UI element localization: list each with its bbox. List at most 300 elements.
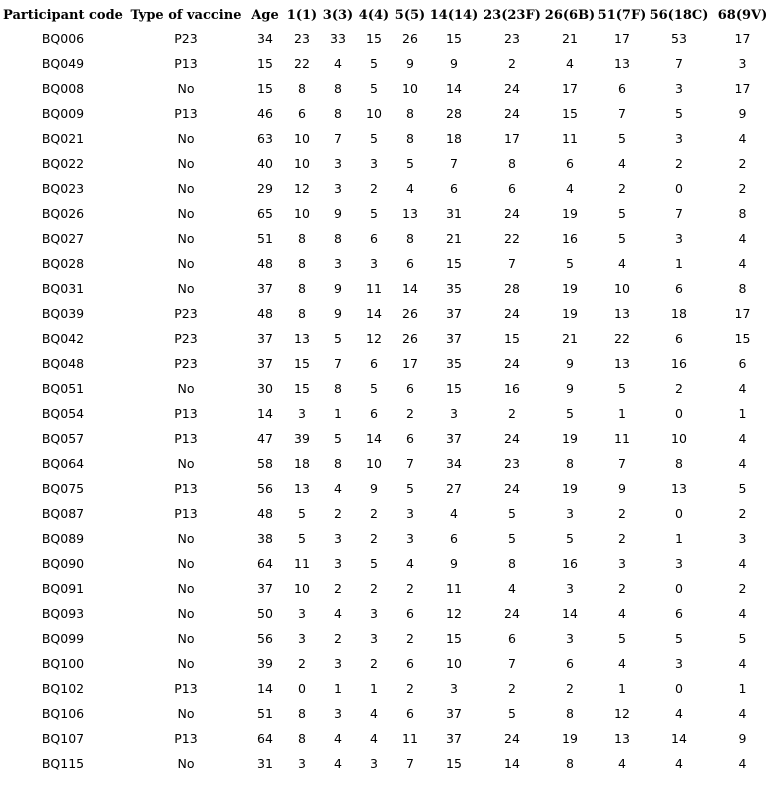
- table-cell: 35: [446, 356, 462, 371]
- table-cell: 9: [738, 106, 747, 121]
- table-cell: 2: [738, 181, 747, 196]
- table-cell: 17: [614, 31, 630, 46]
- table-cell: 21: [562, 31, 578, 46]
- table-cell: 5: [618, 231, 626, 246]
- table-cell: 12: [446, 606, 462, 621]
- vaccine-type-cell: No: [177, 756, 195, 771]
- column-header: Participant code: [3, 7, 123, 23]
- table-body: [0, 26, 775, 776]
- table-cell: 29: [257, 181, 273, 196]
- table-cell: 4: [566, 181, 574, 196]
- table-row: [0, 526, 775, 551]
- table-cell: 35: [446, 281, 462, 296]
- table-cell: 14: [366, 431, 382, 446]
- table-cell: 2: [370, 181, 378, 196]
- column-header: 23(23F): [483, 7, 541, 23]
- participant-code-cell: BQ028: [41, 256, 85, 271]
- participant-code-cell: BQ093: [41, 606, 85, 621]
- participant-code-cell: BQ023: [41, 181, 85, 196]
- table-cell: 24: [504, 731, 520, 746]
- table-row: [0, 551, 775, 576]
- vaccine-type-cell: No: [177, 631, 195, 646]
- table-cell: 6: [406, 706, 414, 721]
- table-cell: 22: [614, 331, 630, 346]
- table-cell: 6: [370, 231, 378, 246]
- table-cell: 5: [738, 631, 747, 646]
- table-cell: 8: [406, 231, 414, 246]
- table-cell: 5: [370, 556, 378, 571]
- table-cell: 4: [738, 656, 747, 671]
- table-cell: 13: [294, 331, 310, 346]
- vaccine-type-cell: No: [177, 581, 195, 596]
- table-cell: 4: [370, 706, 378, 721]
- table-cell: 8: [298, 256, 306, 271]
- vaccine-type-cell: No: [177, 706, 195, 721]
- table-row: [0, 401, 775, 426]
- participant-code-cell: BQ027: [41, 231, 85, 246]
- table-cell: 10: [294, 581, 310, 596]
- column-header: 14(14): [429, 7, 479, 23]
- table-cell: 31: [257, 756, 273, 771]
- table-cell: 3: [334, 531, 342, 546]
- table-cell: 7: [618, 106, 626, 121]
- table-cell: 5: [508, 506, 516, 521]
- table-cell: 15: [504, 331, 520, 346]
- vaccine-type-cell: P23: [174, 306, 198, 321]
- table-cell: 1: [738, 406, 747, 421]
- vaccine-type-cell: No: [177, 381, 195, 396]
- table-cell: 18: [671, 306, 687, 321]
- table-cell: 9: [450, 556, 458, 571]
- table-cell: 13: [614, 306, 630, 321]
- table-cell: 3: [298, 631, 306, 646]
- table-cell: 1: [675, 531, 683, 546]
- vaccine-type-cell: No: [177, 156, 195, 171]
- table-cell: 10: [294, 156, 310, 171]
- table-cell: 6: [406, 381, 414, 396]
- vaccine-type-cell: No: [177, 256, 195, 271]
- table-cell: 11: [294, 556, 310, 571]
- table-cell: 2: [406, 631, 414, 646]
- vaccine-type-cell: No: [177, 656, 195, 671]
- table-row: [0, 751, 775, 776]
- table-row: [0, 326, 775, 351]
- table-cell: 2: [370, 581, 378, 596]
- table-cell: 15: [257, 56, 273, 71]
- table-cell: 16: [504, 381, 520, 396]
- participant-code-cell: BQ048: [41, 356, 85, 371]
- column-header: Type of vaccine: [130, 7, 242, 23]
- table-row: [0, 351, 775, 376]
- table-cell: 4: [618, 656, 626, 671]
- participant-code-cell: BQ100: [41, 656, 85, 671]
- table-cell: 3: [450, 406, 458, 421]
- table-cell: 22: [504, 231, 520, 246]
- table-cell: 64: [257, 731, 273, 746]
- table-cell: 14: [366, 306, 382, 321]
- participant-code-cell: BQ039: [41, 306, 85, 321]
- participant-code-cell: BQ099: [41, 631, 85, 646]
- table-cell: 28: [446, 106, 462, 121]
- table-cell: 16: [562, 231, 578, 246]
- table-cell: 3: [738, 56, 747, 71]
- table-cell: 11: [562, 131, 578, 146]
- table-row: [0, 426, 775, 451]
- table-cell: 37: [257, 356, 273, 371]
- table-cell: 2: [675, 381, 683, 396]
- participant-code-cell: BQ008: [41, 81, 85, 96]
- table-cell: 7: [675, 56, 683, 71]
- table-cell: 7: [334, 356, 342, 371]
- vaccine-type-cell: No: [177, 131, 195, 146]
- table-cell: 17: [734, 31, 751, 46]
- table-cell: 3: [675, 656, 683, 671]
- table-cell: 19: [562, 206, 578, 221]
- table-cell: 37: [446, 331, 462, 346]
- table-cell: 15: [446, 631, 462, 646]
- table-cell: 5: [298, 531, 306, 546]
- table-cell: 53: [671, 31, 687, 46]
- table-cell: 5: [370, 206, 378, 221]
- table-cell: 4: [738, 131, 747, 146]
- column-header: 51(7F): [597, 7, 647, 23]
- table-cell: 24: [504, 356, 520, 371]
- table-cell: 2: [508, 56, 516, 71]
- table-cell: 19: [562, 731, 578, 746]
- table-cell: 17: [504, 131, 520, 146]
- table-cell: 5: [370, 56, 378, 71]
- table-cell: 5: [618, 131, 626, 146]
- participant-code-cell: BQ075: [41, 481, 85, 496]
- vaccine-type-cell: No: [177, 606, 195, 621]
- table-cell: 0: [675, 406, 683, 421]
- table-cell: 5: [618, 381, 626, 396]
- table-cell: 4: [334, 56, 342, 71]
- vaccine-type-cell: P13: [174, 406, 198, 421]
- table-cell: 37: [446, 706, 462, 721]
- table-cell: 6: [450, 181, 458, 196]
- table-cell: 5: [370, 381, 378, 396]
- table-cell: 8: [566, 756, 574, 771]
- table-cell: 5: [298, 506, 306, 521]
- table-cell: 6: [675, 331, 683, 346]
- table-cell: 6: [618, 81, 626, 96]
- table-cell: 12: [366, 331, 382, 346]
- participant-code-cell: BQ089: [41, 531, 85, 546]
- table-cell: 2: [738, 156, 747, 171]
- participant-code-cell: BQ021: [41, 131, 85, 146]
- table-cell: 51: [257, 231, 273, 246]
- table-cell: 2: [370, 506, 378, 521]
- table-cell: 24: [504, 431, 520, 446]
- table-cell: 34: [446, 456, 462, 471]
- table-cell: 50: [257, 606, 273, 621]
- participant-code-cell: BQ051: [41, 381, 85, 396]
- table-row: [0, 476, 775, 501]
- table-cell: 19: [562, 306, 578, 321]
- table-cell: 5: [508, 531, 516, 546]
- participant-code-cell: BQ087: [41, 506, 85, 521]
- table-cell: 19: [562, 281, 578, 296]
- table-cell: 24: [504, 81, 520, 96]
- table-row: [0, 626, 775, 651]
- table-cell: 5: [406, 156, 414, 171]
- participant-code-cell: BQ090: [41, 556, 85, 571]
- table-cell: 2: [618, 531, 626, 546]
- table-cell: 5: [406, 481, 414, 496]
- table-cell: 14: [562, 606, 578, 621]
- table-cell: 2: [675, 156, 683, 171]
- vaccine-type-cell: P13: [174, 681, 198, 696]
- participant-code-cell: BQ022: [41, 156, 85, 171]
- table-cell: 3: [370, 256, 378, 271]
- table-cell: 31: [446, 206, 462, 221]
- participant-code-cell: BQ049: [41, 56, 85, 71]
- participant-code-cell: BQ102: [41, 681, 85, 696]
- table-cell: 7: [675, 206, 683, 221]
- table-cell: 8: [406, 106, 414, 121]
- participant-code-cell: BQ107: [41, 731, 85, 746]
- table-row: [0, 251, 775, 276]
- table-cell: 12: [614, 706, 630, 721]
- vaccine-type-cell: P23: [174, 31, 198, 46]
- table-cell: 6: [406, 256, 414, 271]
- table-cell: 5: [675, 106, 683, 121]
- table-cell: 4: [738, 256, 747, 271]
- table-cell: 9: [334, 206, 342, 221]
- vaccine-type-cell: No: [177, 531, 195, 546]
- table-cell: 1: [334, 681, 342, 696]
- table-cell: 6: [370, 406, 378, 421]
- table-cell: 33: [330, 31, 346, 46]
- table-cell: 9: [334, 281, 342, 296]
- table-cell: 8: [566, 456, 574, 471]
- table-cell: 13: [614, 56, 630, 71]
- table-cell: 8: [298, 706, 306, 721]
- table-row: [0, 601, 775, 626]
- table-cell: 19: [562, 481, 578, 496]
- vaccine-type-cell: P23: [174, 356, 198, 371]
- table-cell: 17: [734, 81, 751, 96]
- table-cell: 14: [671, 731, 687, 746]
- table-cell: 4: [618, 756, 626, 771]
- table-row: [0, 676, 775, 701]
- table-cell: 37: [257, 281, 273, 296]
- table-cell: 4: [406, 556, 414, 571]
- table-cell: 3: [370, 606, 378, 621]
- table-cell: 1: [370, 681, 378, 696]
- table-cell: 39: [257, 656, 273, 671]
- table-cell: 4: [618, 606, 626, 621]
- table-cell: 3: [334, 706, 342, 721]
- table-cell: 24: [504, 206, 520, 221]
- table-cell: 15: [257, 81, 273, 96]
- table-cell: 4: [675, 706, 683, 721]
- table-cell: 65: [257, 206, 273, 221]
- table-cell: 2: [370, 656, 378, 671]
- table-cell: 4: [334, 756, 342, 771]
- table-cell: 6: [298, 106, 306, 121]
- table-cell: 4: [450, 506, 458, 521]
- table-cell: 5: [566, 531, 574, 546]
- table-cell: 48: [257, 256, 273, 271]
- table-cell: 3: [298, 756, 306, 771]
- participant-table: [0, 4, 775, 776]
- table-cell: 10: [294, 206, 310, 221]
- table-cell: 4: [738, 706, 747, 721]
- participant-code-cell: BQ064: [41, 456, 85, 471]
- table-cell: 64: [257, 556, 273, 571]
- table-cell: 2: [738, 506, 747, 521]
- table-cell: 13: [671, 481, 687, 496]
- table-cell: 7: [508, 256, 516, 271]
- table-cell: 2: [508, 681, 516, 696]
- table-cell: 5: [370, 81, 378, 96]
- table-cell: 23: [294, 31, 310, 46]
- vaccine-type-cell: No: [177, 81, 195, 96]
- table-cell: 2: [406, 681, 414, 696]
- table-cell: 6: [675, 606, 683, 621]
- table-row: [0, 576, 775, 601]
- table-cell: 8: [298, 231, 306, 246]
- table-cell: 2: [334, 506, 342, 521]
- table-cell: 48: [257, 306, 273, 321]
- table-cell: 6: [450, 531, 458, 546]
- table-cell: 26: [402, 31, 418, 46]
- column-header: 5(5): [394, 7, 426, 23]
- table-cell: 6: [370, 356, 378, 371]
- table-cell: 3: [618, 556, 626, 571]
- table-row: [0, 176, 775, 201]
- table-row: [0, 651, 775, 676]
- table-cell: 17: [402, 356, 418, 371]
- participant-code-cell: BQ026: [41, 206, 85, 221]
- table-cell: 26: [402, 306, 418, 321]
- table-cell: 51: [257, 706, 273, 721]
- table-row: [0, 501, 775, 526]
- vaccine-type-cell: No: [177, 206, 195, 221]
- table-cell: 37: [257, 331, 273, 346]
- table-cell: 15: [562, 106, 578, 121]
- table-cell: 6: [406, 656, 414, 671]
- table-row: [0, 301, 775, 326]
- table-cell: 3: [566, 506, 574, 521]
- table-cell: 3: [334, 156, 342, 171]
- table-cell: 5: [618, 631, 626, 646]
- table-cell: 4: [334, 481, 342, 496]
- table-cell: 5: [566, 406, 574, 421]
- table-cell: 8: [298, 306, 306, 321]
- participant-code-cell: BQ115: [41, 756, 85, 771]
- table-cell: 23: [504, 31, 520, 46]
- participant-code-cell: BQ031: [41, 281, 85, 296]
- table-cell: 9: [334, 306, 342, 321]
- table-cell: 12: [294, 181, 310, 196]
- table-cell: 37: [446, 306, 462, 321]
- table-cell: 5: [334, 431, 342, 446]
- table-cell: 18: [294, 456, 310, 471]
- table-cell: 8: [334, 381, 342, 396]
- table-row: [0, 451, 775, 476]
- table-cell: 11: [402, 731, 418, 746]
- table-cell: 2: [298, 656, 306, 671]
- table-cell: 4: [334, 606, 342, 621]
- table-cell: 5: [370, 131, 378, 146]
- table-cell: 37: [446, 431, 462, 446]
- table-cell: 2: [566, 681, 574, 696]
- table-cell: 14: [504, 756, 520, 771]
- table-cell: 17: [562, 81, 578, 96]
- table-cell: 19: [562, 431, 578, 446]
- table-cell: 2: [618, 581, 626, 596]
- table-cell: 8: [406, 131, 414, 146]
- table-cell: 39: [294, 431, 310, 446]
- table-cell: 16: [562, 556, 578, 571]
- table-cell: 58: [257, 456, 273, 471]
- table-cell: 23: [504, 456, 520, 471]
- table-cell: 4: [738, 231, 747, 246]
- vaccine-type-cell: No: [177, 556, 195, 571]
- table-cell: 9: [566, 381, 574, 396]
- table-cell: 2: [618, 181, 626, 196]
- table-cell: 14: [402, 281, 418, 296]
- table-cell: 4: [675, 756, 683, 771]
- table-cell: 3: [334, 556, 342, 571]
- table-cell: 2: [334, 631, 342, 646]
- table-cell: 17: [734, 306, 751, 321]
- table-cell: 8: [334, 231, 342, 246]
- table-row: [0, 51, 775, 76]
- table-cell: 0: [675, 506, 683, 521]
- table-cell: 10: [402, 81, 418, 96]
- table-cell: 0: [298, 681, 306, 696]
- table-cell: 47: [257, 431, 273, 446]
- table-cell: 5: [508, 706, 516, 721]
- table-cell: 8: [675, 456, 683, 471]
- vaccine-type-cell: No: [177, 281, 195, 296]
- table-cell: 15: [446, 381, 462, 396]
- participant-code-cell: BQ091: [41, 581, 85, 596]
- participant-code-cell: BQ006: [41, 31, 85, 46]
- table-cell: 37: [257, 581, 273, 596]
- table-cell: 10: [366, 456, 382, 471]
- table-cell: 15: [446, 31, 462, 46]
- table-cell: 3: [370, 156, 378, 171]
- table-cell: 4: [738, 556, 747, 571]
- table-cell: 8: [334, 81, 342, 96]
- table-cell: 4: [738, 756, 747, 771]
- table-cell: 15: [294, 356, 310, 371]
- table-row: [0, 276, 775, 301]
- vaccine-type-cell: P13: [174, 731, 198, 746]
- vaccine-type-cell: No: [177, 181, 195, 196]
- table-cell: 6: [508, 631, 516, 646]
- table-cell: 24: [504, 106, 520, 121]
- table-cell: 4: [508, 581, 516, 596]
- table-row: [0, 126, 775, 151]
- table-cell: 1: [618, 406, 626, 421]
- table-cell: 3: [738, 531, 747, 546]
- table-cell: 15: [446, 256, 462, 271]
- table-cell: 3: [334, 181, 342, 196]
- table-cell: 8: [298, 281, 306, 296]
- table-cell: 3: [334, 256, 342, 271]
- table-cell: 3: [298, 606, 306, 621]
- vaccine-type-cell: P13: [174, 56, 198, 71]
- table-cell: 10: [446, 656, 462, 671]
- table-cell: 6: [675, 281, 683, 296]
- table-cell: 9: [566, 356, 574, 371]
